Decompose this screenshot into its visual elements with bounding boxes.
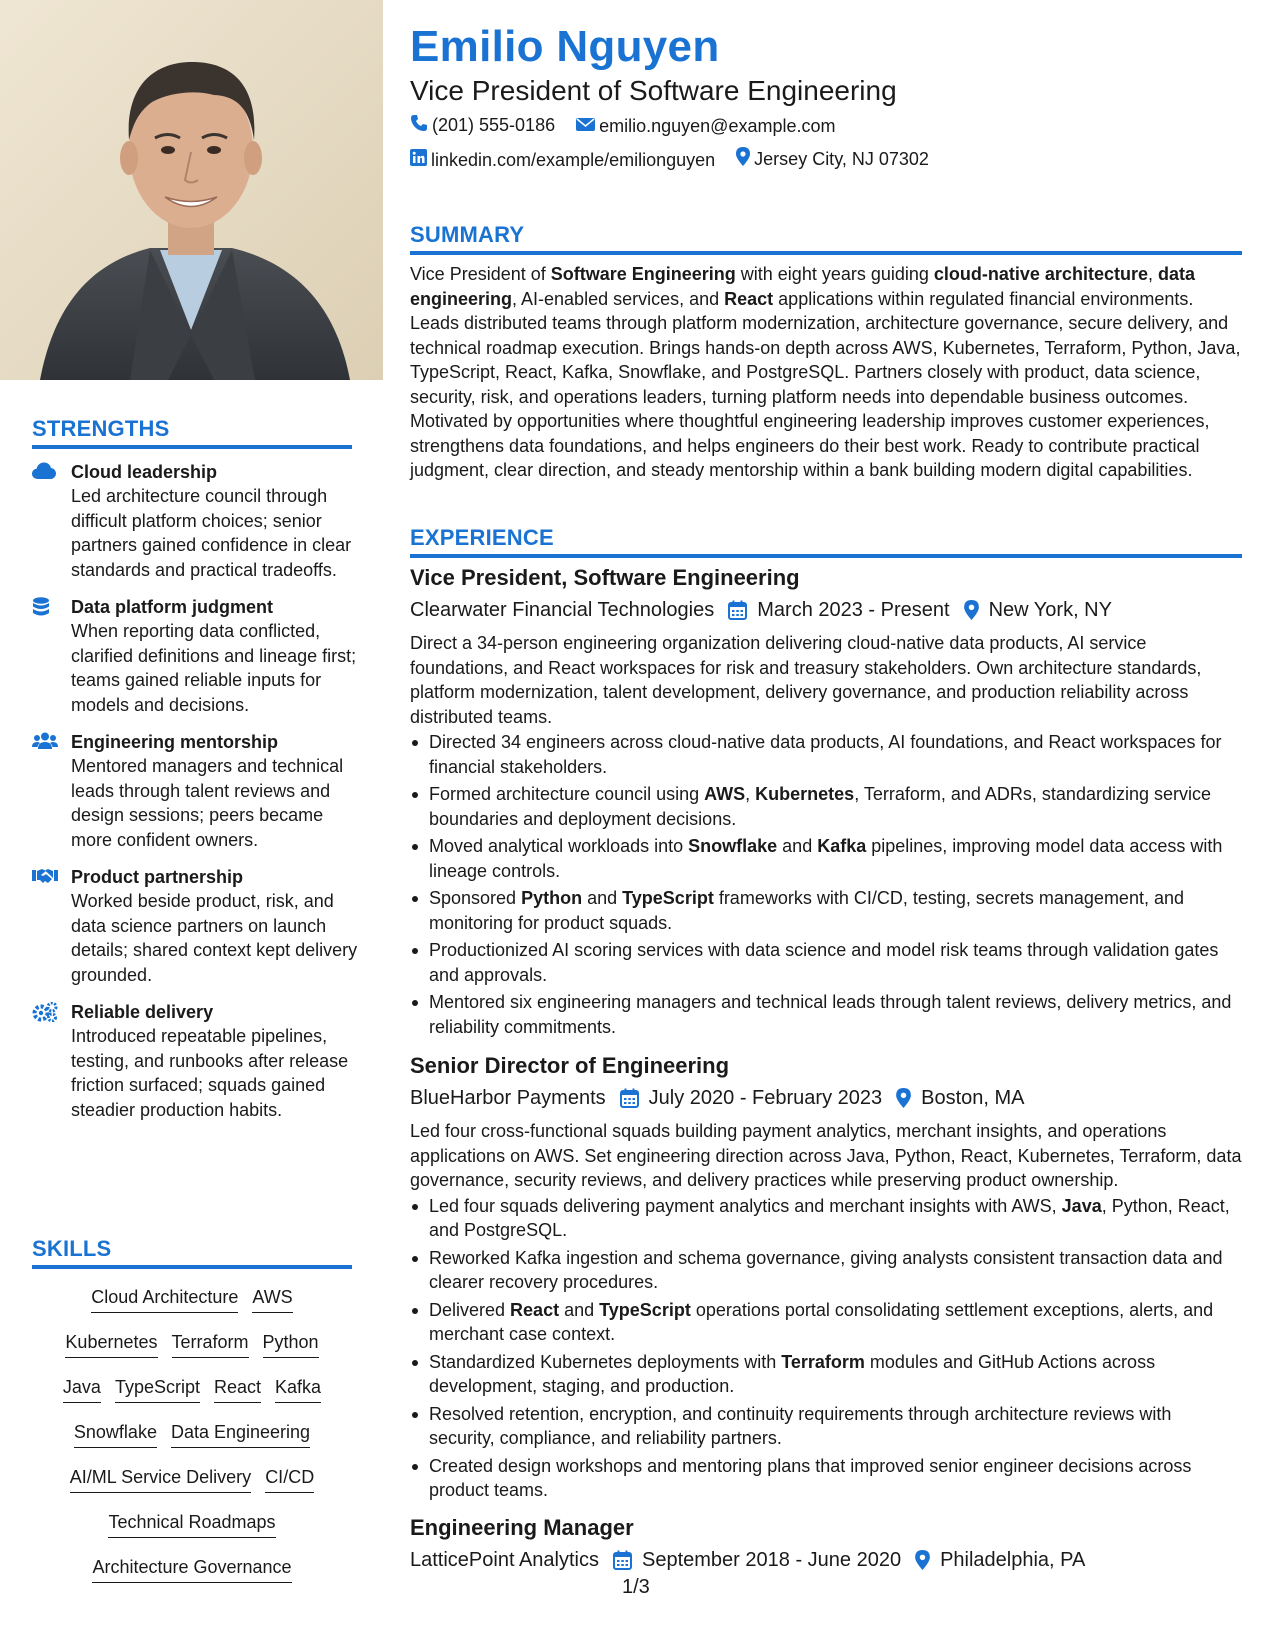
summary-heading: SUMMARY	[410, 222, 525, 247]
strength-description: Worked beside product, risk, and data science partners on launch details; shared context kept delivery grounded.	[71, 891, 358, 985]
strength-item	[32, 865, 362, 987]
strength-title: Product partnership	[71, 867, 244, 887]
strength-title: Data platform judgment	[71, 597, 274, 617]
sidebar	[0, 0, 383, 1650]
job-meta	[410, 1546, 1242, 1574]
strength-description: Led architecture council through difficult platform choices; senior partners gained confidence in clear standards and practical tradeoffs.	[71, 486, 352, 580]
gears-icon	[32, 1002, 58, 1022]
phone-text: (201) 555-0186	[432, 115, 556, 135]
skills-divider	[32, 1265, 352, 1269]
experience-heading: EXPERIENCE	[410, 525, 554, 550]
skill-tag: CI/CD	[265, 1466, 314, 1493]
job-location: Philadelphia, PA	[940, 1549, 1086, 1571]
location-contact	[736, 147, 929, 171]
job-dates: September 2018 - June 2020	[642, 1549, 902, 1571]
skill-tag: React	[214, 1376, 261, 1403]
job-entry	[410, 1514, 1242, 1574]
company-name: Clearwater Financial Technologies	[410, 599, 715, 621]
map-pin-icon	[964, 600, 979, 620]
strength-title: Reliable delivery	[71, 1002, 214, 1022]
envelope-icon	[576, 116, 599, 137]
email-text: emilio.nguyen@example.com	[599, 116, 836, 136]
linkedin-icon	[410, 149, 431, 171]
calendar-icon	[620, 1088, 639, 1108]
job-dates: July 2020 - February 2023	[648, 1087, 883, 1109]
job-summary: Direct a 34-person engineering organization delivering cloud-native data products, AI service foundations, and React workspaces for risk and treasury stakeholders. Own architecture standards, platform modernization, talent development, delivery governance, and production reliability across distributed teams.	[410, 633, 1202, 727]
job-dates: March 2023 - Present	[757, 599, 950, 621]
skills-row	[32, 1550, 352, 1595]
company-name: BlueHarbor Payments	[410, 1087, 606, 1109]
job-bullet: Sponsored Python and TypeScript frameworks with CI/CD, testing, secrets management, and monitoring for product squads.	[410, 886, 1242, 935]
cloud-icon	[32, 462, 58, 482]
strengths-heading: STRENGTHS	[32, 416, 170, 441]
job-location: New York, NY	[988, 599, 1112, 621]
job-meta	[410, 596, 1242, 624]
skills-row	[32, 1325, 352, 1370]
job-bullet: Formed architecture council using AWS, Kubernetes, Terraform, and ADRs, standardizing service boundaries and deployment decisions.	[410, 782, 1242, 831]
skills-row	[32, 1370, 352, 1415]
job-bullet: Directed 34 engineers across cloud-native data products, AI foundations, and React workspaces for financial stakeholders.	[410, 730, 1242, 779]
strengths-divider	[32, 445, 352, 449]
job-bullet: Standardized Kubernetes deployments with Terraform modules and GitHub Actions across development, staging, and production.	[410, 1350, 1242, 1399]
job-bullets	[410, 1194, 1242, 1503]
job-bullet: Created design workshops and mentoring plans that improved senior engineer decisions across product teams.	[410, 1454, 1242, 1503]
job-bullet: Delivered React and TypeScript operations portal consolidating settlement exceptions, alerts, and merchant case context.	[410, 1298, 1242, 1347]
strength-item	[32, 595, 362, 717]
company-name: LatticePoint Analytics	[410, 1549, 599, 1571]
summary-divider	[410, 251, 1242, 255]
job-title: Senior Director of Engineering	[410, 1053, 730, 1078]
skills-list	[32, 1280, 352, 1595]
job-bullet: Reworked Kafka ingestion and schema governance, giving analysts consistent transaction data and clearer recovery procedures.	[410, 1246, 1242, 1295]
job-bullet: Led four squads delivering payment analytics and merchant insights with AWS, Java, Python, React, and PostgreSQL.	[410, 1194, 1242, 1243]
skill-tag: Kubernetes	[65, 1331, 157, 1358]
page-number: 1/3	[622, 1576, 650, 1598]
strength-item	[32, 1000, 362, 1122]
job-entry	[410, 1052, 1242, 1506]
skill-tag: Technical Roadmaps	[108, 1511, 275, 1538]
database-icon	[32, 597, 58, 617]
skill-tag: TypeScript	[115, 1376, 200, 1403]
skills-heading: SKILLS	[32, 1236, 112, 1261]
calendar-icon	[613, 1550, 632, 1570]
handshake-icon	[32, 867, 58, 887]
job-bullet: Resolved retention, encryption, and continuity requirements through architecture reviews with security, compliance, and reliability partners.	[410, 1402, 1242, 1451]
users-icon	[32, 732, 58, 752]
job-location: Boston, MA	[921, 1087, 1025, 1109]
linkedin-text: linkedin.com/example/emilionguyen	[431, 149, 716, 170]
strength-title: Cloud leadership	[71, 462, 218, 482]
contact-row	[410, 114, 852, 137]
job-meta	[410, 1084, 1242, 1112]
job-entry	[410, 564, 1242, 1042]
skills-row	[32, 1280, 352, 1325]
job-summary: Led four cross-functional squads building payment analytics, merchant insights, and operations applications on AWS. Set engineering direction across Java, Python, React, Kubernetes, Terraform, data governance, security reviews, and delivery practices while preserving product ownership.	[410, 1121, 1242, 1190]
skills-row	[32, 1415, 352, 1460]
experience-divider	[410, 554, 1242, 558]
job-bullet: Productionized AI scoring services with data science and model risk teams through validation gates and approvals.	[410, 938, 1242, 987]
strengths-list	[32, 460, 362, 1135]
summary-text: Vice President of Software Engineering with eight years guiding cloud-native architecture, data engineering, AI-enabled services, and React applications within regulated financial environments. Leads distributed teams through platform modernization, architecture governance, secure delivery, and technical roadmap execution. Brings hands-on depth across AWS, Kubernetes, Terraform, Python, Java, TypeScript, React, Kafka, Snowflake, and PostgreSQL. Partners closely with product, data science, security, risk, and operations leaders, turning platform needs into dependable business outcomes. Motivated by opportunities where thoughtful engineering leadership improves customer experiences, strengthens data foundations, and helps engineers do their best work. Ready to contribute practical judgment, clear direction, and steady mentorship within a bank building modern digital capabilities.	[410, 264, 1241, 480]
skill-tag: Terraform	[172, 1331, 249, 1358]
skill-tag: Cloud Architecture	[91, 1286, 238, 1313]
location-text: Jersey City, NJ 07302	[754, 148, 929, 169]
contact-row	[410, 147, 945, 171]
skill-tag: Architecture Governance	[92, 1556, 291, 1583]
map-pin-icon	[896, 1088, 911, 1108]
job-bullet: Moved analytical workloads into Snowflake and Kafka pipelines, improving model data access with lineage controls.	[410, 834, 1242, 883]
map-pin-icon	[736, 147, 754, 171]
candidate-headline: Vice President of Software Engineering	[410, 75, 897, 106]
calendar-icon	[728, 600, 747, 620]
skill-tag: AI/ML Service Delivery	[70, 1466, 251, 1493]
job-title: Vice President, Software Engineering	[410, 565, 800, 590]
strength-description: When reporting data conflicted, clarified definitions and lineage first; teams gained reliable inputs for models and decisions.	[71, 621, 357, 715]
job-title: Engineering Manager	[410, 1515, 634, 1540]
skill-tag: Python	[263, 1331, 319, 1358]
skills-row	[32, 1505, 352, 1550]
job-bullets	[410, 730, 1242, 1039]
map-pin-icon	[915, 1550, 930, 1570]
phone-contact[interactable]	[410, 114, 555, 137]
phone-icon	[410, 114, 432, 137]
skill-tag: Java	[63, 1376, 101, 1403]
email-contact[interactable]	[576, 116, 835, 137]
skill-tag: AWS	[252, 1286, 292, 1313]
strength-item	[32, 460, 362, 582]
skills-row	[32, 1460, 352, 1505]
profile-photo	[0, 0, 383, 380]
skill-tag: Kafka	[275, 1376, 321, 1403]
job-bullet: Mentored six engineering managers and technical leads through talent reviews, delivery metrics, and reliability commitments.	[410, 990, 1242, 1039]
candidate-name: Emilio Nguyen	[410, 22, 720, 71]
skill-tag: Snowflake	[74, 1421, 157, 1448]
strength-title: Engineering mentorship	[71, 732, 279, 752]
linkedin-contact[interactable]	[410, 149, 715, 171]
skill-tag: Data Engineering	[171, 1421, 310, 1448]
strength-item	[32, 730, 362, 852]
strength-description: Mentored managers and technical leads through talent reviews and design sessions; peers became more confident owners.	[71, 756, 344, 850]
strength-description: Introduced repeatable pipelines, testing, and runbooks after release friction surfaced; squads gained steadier production habits.	[71, 1026, 349, 1120]
